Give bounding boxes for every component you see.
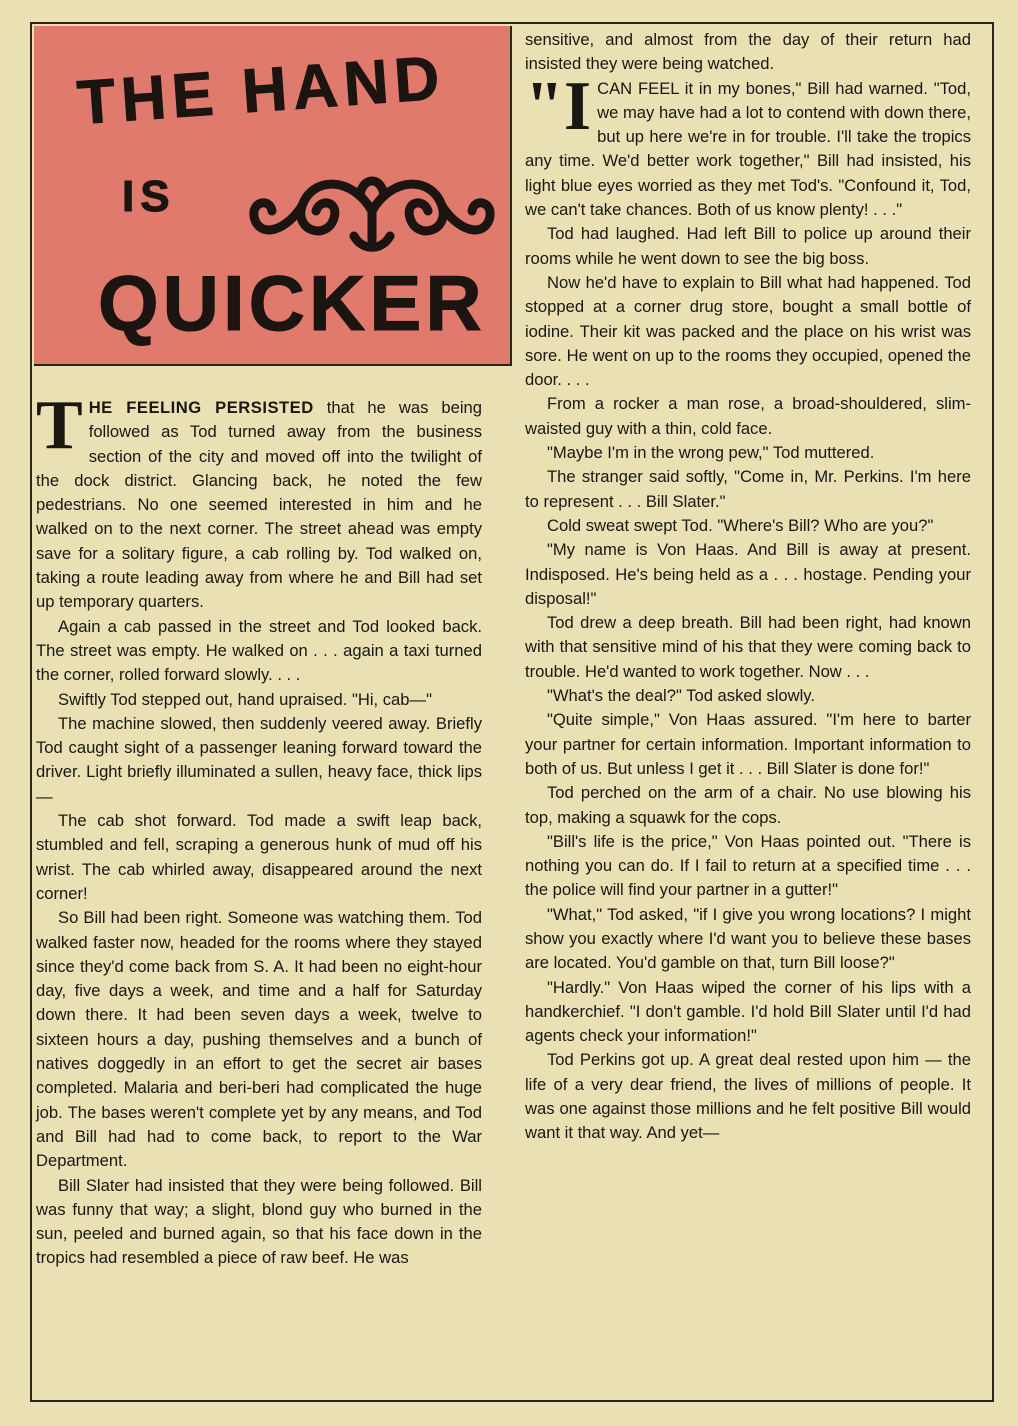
drop-cap-quote: "I	[525, 67, 592, 145]
paragraph: The machine slowed, then suddenly veered away. Briefly Tod caught sight of a passenger leaning forward toward the driver. Light briefly illuminated a sullen, heavy face, thick lips—	[36, 713, 482, 806]
paragraph: "What's the deal?" Tod asked slowly.	[547, 686, 815, 706]
paragraph: "What," Tod asked, "if I give you wrong locations? I might show you exactly where I'd want you to believe these bases are located. You'd gamble on that, turn Bill loose?"	[525, 904, 971, 973]
paragraph-text: CAN FEEL it in my bones," Bill had warned. "Tod, we may have had a lot to contend with down there, but up here we're in for trouble. I'll take the tropics any time. We'd better work together," Bill had insisted, his light blue eyes worried as they met Tod's. "Confound it, Tod, we can't take chances. Both of us know plenty! . . ."	[525, 78, 971, 220]
paragraph: "Bill's life is the price," Von Haas pointed out. "There is nothing you can do. If I fail to return at a specified time . . . the police will find your partner in a gutter!"	[525, 831, 971, 900]
paragraph: Now he'd have to explain to Bill what had happened. Tod stopped at a corner drug store, bought a small bottle of iodine. Their kit was packed and the place on his wrist was sore. He went on up to the rooms they occupied, opened the door. . . .	[525, 272, 971, 390]
paragraph: Bill Slater had insisted that they were being followed. Bill was funny that way; a slight, blond guy who burned in the sun, peeled and burned again, so that his face down in the tropics had resembled a piece of raw beef. He was	[36, 1175, 482, 1268]
paragraph: The cab shot forward. Tod made a swift leap back, stumbled and fell, scraping a generous hunk of mud off his wrist. The cab whirled away, disappeared around the next corner!	[36, 811, 482, 903]
title-line-3: QUICKER	[98, 259, 486, 347]
paragraph: The stranger said softly, "Come in, Mr. Perkins. I'm here to represent . . . Bill Slater."	[525, 467, 971, 511]
paragraph: sensitive, and almost from the day of their return had insisted they were being watched.	[525, 30, 971, 74]
paragraph: Cold sweat swept Tod. "Where's Bill? Who are you?"	[547, 515, 934, 535]
paragraph	[36, 387, 483, 615]
paragraph: So Bill had been right. Someone was watching them. Tod walked faster now, headed for the rooms where they stayed since they'd come back from S. A. It had been no eight-hour day, five days a week, and time and a half for Saturday down there. It had been seven days a week, twelve to sixteen hours a day, pushing themselves and a bunch of natives doggedly in an effort to get the secret air bases completed. Malaria and beri-beri had complicated the huge job. The bases weren't complete yet by any means, and Tod and Bill had had to come back, to report to the War Department.	[36, 908, 482, 1171]
paragraph: Tod perched on the arm of a chair. No use blowing his top, making a squawk for the cops.	[525, 783, 971, 827]
title-line-2: IS	[122, 172, 176, 221]
paragraph: "Maybe I'm in the wrong pew," Tod muttered.	[547, 443, 875, 463]
paragraph: Tod had laughed. Had left Bill to police up around their rooms while he went down to see the big boss.	[525, 224, 971, 268]
paragraph: Tod drew a deep breath. Bill had been right, had known with that sensitive mind of his that they were coming back to trouble. He'd wanted to work together. Now . . .	[525, 613, 971, 681]
drop-cap: T	[36, 387, 83, 464]
paragraph-text: that he was being followed as Tod turned away from the business section of the city and moved off into the twilight of the dock district. Glancing back, he noted the few pedestrians. No one seemed interested in him and he walked on to the next corner. The street ahead was empty save for a solitary figure, a cab rolling by. Tod walked on, taking a route leading away from where he and Bill had set up temporary quarters.	[36, 398, 483, 612]
paragraph: From a rocker a man rose, a broad-shouldered, slim-waisted guy with a thin, cold face.	[525, 394, 971, 438]
paragraph: Tod Perkins got up. A great deal rested upon him — the life of a very dear friend, the lives of millions of people. It was one against those millions and he felt positive Bill would want it that way. And yet—	[525, 1050, 971, 1143]
paragraph: "Quite simple," Von Haas assured. "I'm here to barter your partner for certain information. Important information to both of us. But unless I get it . . . Bill Slater is done for!"	[525, 710, 971, 778]
scroll-ornament-icon	[242, 156, 502, 256]
right-column	[525, 28, 971, 1146]
paragraph: Swiftly Tod stepped out, hand upraised. "Hi, cab—"	[58, 689, 432, 709]
paragraph: Again a cab passed in the street and Tod looked back. The street was empty. He walked on . . . again a taxi turned the corner, rolled forward slowly. . . .	[36, 616, 482, 685]
paragraph: "My name is Von Haas. And Bill is away at present. Indisposed. He's being held as a . . . hostage. Pending your disposal!"	[525, 540, 971, 608]
lead-in: HE FEELING PERSISTED	[88, 398, 314, 417]
paragraph	[525, 67, 971, 223]
left-column	[36, 387, 483, 1271]
title-line-1: THE HAND	[75, 43, 448, 139]
title-panel	[34, 26, 512, 366]
paragraph: "Hardly." Von Haas wiped the corner of his lips with a handkerchief. "I don't gamble. I'd hold Bill Slater until I'd had agents check your information!"	[525, 977, 971, 1046]
